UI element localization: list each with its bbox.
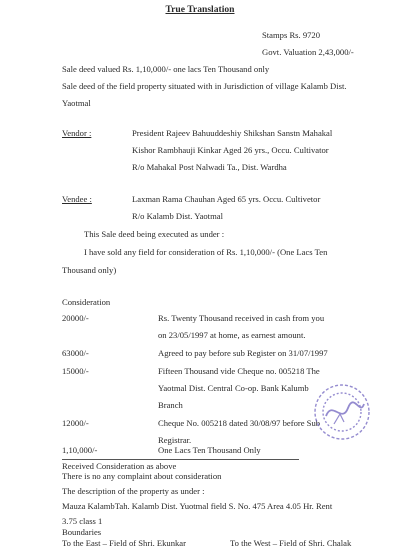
payment-detail: Registrar. — [158, 435, 192, 445]
separator-line — [62, 459, 299, 460]
seal-stamp-icon — [312, 380, 374, 442]
document-title: True Translation — [165, 4, 235, 15]
stamps-value: Stamps Rs. 9720 — [262, 30, 321, 40]
vendor-line-3: R/o Mahakal Post Nalwadi Ta., Dist. Wardha — [132, 162, 287, 172]
payment-amount: 20000/- — [62, 313, 89, 323]
vendee-label: Vendee : — [62, 194, 92, 204]
payment-detail: Agreed to pay before sub Register on 31/07/1997 — [158, 348, 328, 358]
total-words: One Lacs Ten Thousand Only — [158, 445, 261, 455]
payment-amount: 15000/- — [62, 366, 89, 376]
sold-line-2: Thousand only) — [62, 265, 117, 275]
vendor-label: Vendor : — [62, 128, 92, 138]
sold-line-1: I have sold any field for consideration of Rs. 1,10,000/- (One Lacs Ten — [84, 247, 328, 257]
payment-detail: Fifteen Thousand vide Cheque no. 005218 The — [158, 366, 320, 376]
vendor-line-1: President Rajeev Bahuuddeshiy Shikshan Sanstn Mahakal — [132, 128, 333, 138]
property-line: Mauza KalambTah. Kalamb Dist. Yuotmal field S. No. 475 Area 4.05 Hr. Rent — [62, 501, 333, 511]
consideration-heading: Consideration — [62, 297, 111, 307]
west-boundary: To the West – Field of Shri. Chalak — [230, 538, 352, 548]
payment-detail: on 23/05/1997 at home, as earnest amount. — [158, 330, 306, 340]
east-boundary: To the East – Field of Shri. Ekunkar — [62, 538, 186, 548]
vendor-line-2: Kishor Rambhauji Kinkar Aged 26 yrs., Occu. Cultivator — [132, 145, 329, 155]
received-line: Received Consideration as above — [62, 461, 177, 471]
description-line: The description of the property as under : — [62, 486, 205, 496]
vendee-line-2: R/o Kalamb Dist. Yaotmal — [132, 211, 223, 221]
boundaries-heading: Boundaries — [62, 527, 102, 537]
class-line: 3.75 class 1 — [62, 516, 103, 526]
payment-amount: 12000/- — [62, 418, 89, 428]
intro-line-2: Sale deed of the field property situated with in Jurisdiction of village Kalamb Dist. — [62, 81, 347, 91]
payment-detail: Yaotmal Dist. Central Co-op. Bank Kalumb — [158, 383, 309, 393]
intro-line-3: Yaotmal — [62, 98, 91, 108]
executed-line: This Sale deed being executed as under : — [84, 229, 225, 239]
payment-detail: Cheque No. 005218 dated 30/08/97 before Sub — [158, 418, 321, 428]
no-complaint-line: There is no any complaint about consideration — [62, 471, 222, 481]
payment-detail: Rs. Twenty Thousand received in cash from you — [158, 313, 325, 323]
vendee-line-1: Laxman Rama Chauhan Aged 65 yrs. Occu. Cultivetor — [132, 194, 321, 204]
total-amount: 1,10,000/- — [62, 445, 98, 455]
payment-detail: Branch — [158, 400, 183, 410]
govt-valuation: Govt. Valuation 2,43,000/- — [262, 47, 354, 57]
payment-amount: 63000/- — [62, 348, 89, 358]
intro-line-1: Sale deed valued Rs. 1,10,000/- one lacs Ten Thousand only — [62, 64, 270, 74]
